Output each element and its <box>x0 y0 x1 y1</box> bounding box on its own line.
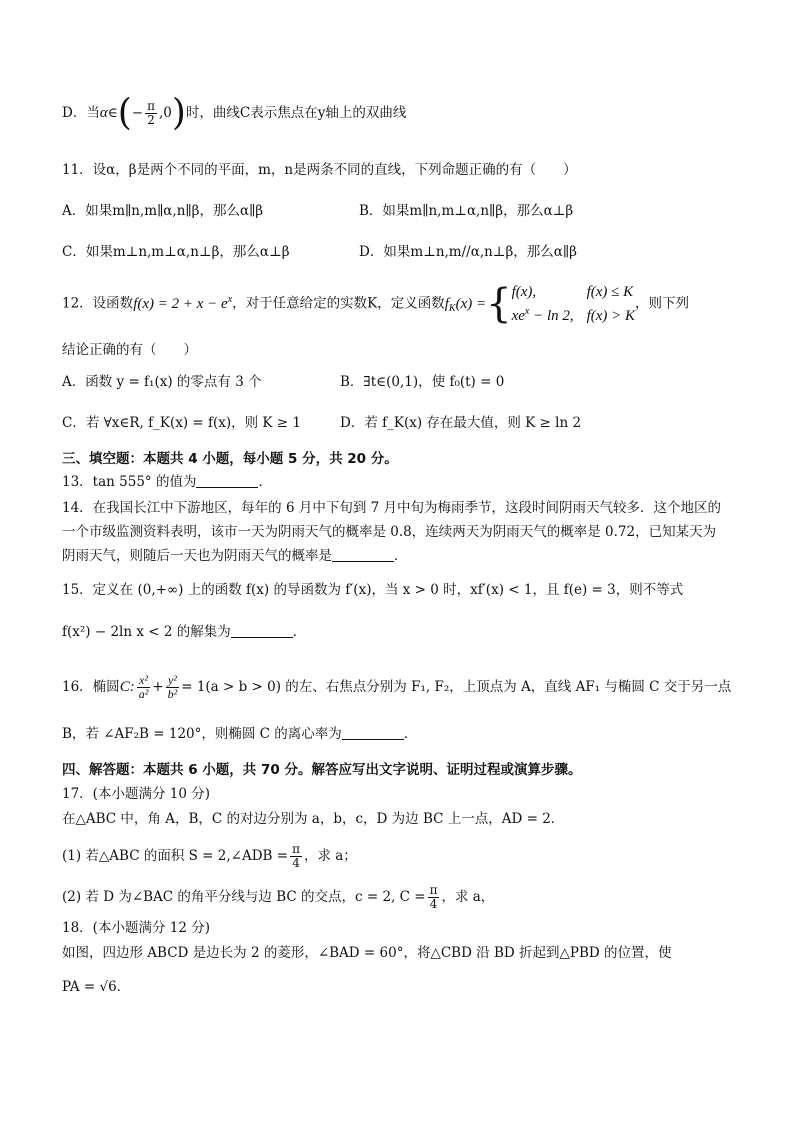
q12-stem-b: ，对于任意给定的实数K，定义函数 <box>232 295 445 312</box>
q12-stem-a: 12．设函数 <box>62 295 134 312</box>
q15-blank[interactable] <box>231 623 293 638</box>
q12-options-cd <box>62 413 581 433</box>
left-brace: { <box>486 281 512 327</box>
q11-option-a: A．如果m∥n,m∥α,n∥β，那么α∥β <box>62 203 264 219</box>
q12-option-c: C．若 ∀x∈R, f_K(x) = f(x)，则 K ≥ 1 <box>62 415 301 431</box>
q12-piecewise <box>512 282 635 326</box>
q17-part2 <box>62 884 494 911</box>
right-paren: ) <box>171 92 186 134</box>
q11-option-b: B．如果m∥n,m⊥α,n∥β，那么α⊥β <box>359 203 574 219</box>
pi-over-4-fraction-2: $\frac{\pi}{4}$ <box>429 883 438 911</box>
q18-line1: 如图，四边形 ABCD 是边长为 2 的菱形，∠BAD = 60°，将△CBD 沿 BD 折起到△PBD 的位置，使 <box>62 945 672 961</box>
left-paren: ( <box>117 92 132 134</box>
q15-end: ． <box>292 624 307 640</box>
alpha-symbol: α <box>99 105 108 121</box>
q14-end: ． <box>394 548 408 564</box>
q17-part2-end: ，求 a， <box>441 889 495 905</box>
q12-options-ab <box>62 372 504 392</box>
y2-over-b2-fraction: $\frac{\text{y²}}{\text{b²}}$ <box>167 673 178 701</box>
pi-over-4-fraction: $\frac{\pi}{4}$ <box>292 842 300 870</box>
q15-line1: 15．定义在 (0,+∞) 上的函数 f(x) 的导函数为 f′(x)，当 x > 0 时，xf′(x) < 1，且 f(e) = 3，则不等式 <box>62 582 684 598</box>
q12-f-def: $f(x) = 2 + x - e^x$ <box>133 293 233 312</box>
q16-line2-text: B，若 ∠AF₂B = 120°，则椭圆 C 的离心率为 <box>62 726 342 742</box>
q17-stem: 在△ABC 中，角 A，B，C 的对边分别为 a，b，c，D 为边 BC 上一点，AD = 2． <box>62 811 565 827</box>
q17-part2-text: (2) 若 D 为∠BAC 的角平分线与边 BC 的交点，c = 2, C = <box>62 889 426 905</box>
q17-part1-text: (1) 若△ABC 的面积 S = 2,∠ADB = <box>62 848 289 864</box>
q17-title: 17．(本小题满分 10 分) <box>62 786 210 802</box>
q18-line2: PA = √6． <box>62 979 131 995</box>
q13-text: 13．tan 555° 的值为 <box>62 474 197 490</box>
minus-sign: − <box>131 105 144 121</box>
q17-part1 <box>62 843 357 870</box>
q14-line2: 一个市级监测资料表明，该市一天为阴雨天气的概率是 0.8，连续两天为阴雨天气的概率是 0.72，已知某天为 <box>62 524 717 540</box>
q16-line1 <box>62 674 731 701</box>
q18-title: 18．(本小题满分 12 分) <box>62 920 210 936</box>
q16-line2 <box>62 724 417 744</box>
q12-option-a: A．函数 y = f₁(x) 的零点有 3 个 <box>62 374 262 390</box>
q11-options-cd <box>62 242 577 262</box>
q11-option-c: C．如果m⊥n,m⊥α,n⊥β，那么α⊥β <box>62 244 290 260</box>
q11-option-d: D．如果m⊥n,m//α,n⊥β，那么α∥β <box>359 244 577 260</box>
plus-sign: + <box>152 679 164 695</box>
q10-option-d <box>62 92 407 134</box>
q15-line2 <box>62 622 306 642</box>
q13-blank[interactable] <box>196 473 258 488</box>
q12-option-d: D．若 f_K(x) 存在最大值，则 K ≥ ln 2 <box>340 415 582 431</box>
q11-stem: 11．设α，β是两个不同的平面，m，n是两条不同的直线，下列命题正确的有（ ） <box>62 162 577 178</box>
q12-stem-c: ，则下列 <box>635 295 690 312</box>
in-symbol: ∈ <box>107 105 118 121</box>
q16-end: ． <box>403 726 418 742</box>
q16-line1-rest: = 1(a > b > 0) 的左、右焦点分别为 F₁, F₂，上顶点为 A，直线 AF₁ 与椭圆 C 交于另一点 <box>181 679 732 695</box>
section4-heading: 四、解答题：本题共 6 小题，共 70 分。解答应写出文字说明、证明过程或演算步骤。 <box>62 762 582 778</box>
q15-line2-text: f(x²) − 2ln x < 2 的解集为 <box>62 624 231 640</box>
section3-heading: 三、填空题：本题共 4 小题，每小题 5 分，共 20 分。 <box>62 451 398 467</box>
q12-option-b: B．∃t∈(0,1)，使 f₀(t) = 0 <box>340 374 505 390</box>
interval-zero: ,0 <box>158 105 172 121</box>
q12-case-2: $xe^x - \ln 2$, f(x) > K <box>511 306 636 324</box>
q14-line1: 14．在我国长江中下游地区，每年的 6 月中下旬到 7 月中旬为梅雨季节，这段时间阴雨天气较多．这个地区的 <box>62 500 722 516</box>
q16-prefix: 16．椭圆 <box>62 679 120 695</box>
q10-d-prefix: D．当 <box>62 105 100 121</box>
q11-options-ab <box>62 201 573 221</box>
q17-part1-end: ，求 a； <box>303 848 357 864</box>
q14-line3 <box>62 546 408 566</box>
q12-case-1: f(x), f(x) ≤ K <box>511 284 634 300</box>
q13 <box>62 472 272 492</box>
q16-ellipse-label: C: <box>119 679 135 695</box>
q13-end: ． <box>258 474 272 490</box>
x2-over-a2-fraction: $\frac{\text{x²}}{\text{a²}}$ <box>138 673 149 701</box>
q16-blank[interactable] <box>342 725 404 740</box>
q14-blank[interactable] <box>332 547 394 562</box>
q10-d-suffix: 时，曲线C表示焦点在y轴上的双曲线 <box>185 105 407 121</box>
q14-line3-text: 阴雨天气，则随后一天也为阴雨天气的概率是 <box>62 548 332 564</box>
q12-stem <box>62 282 689 326</box>
pi-over-2-fraction: $\frac{\pi}{2}$ <box>147 99 155 127</box>
q12-fk-label: $f_K(x)$ = <box>444 295 487 314</box>
q12-stem-line2: 结论正确的有（ ） <box>62 342 197 358</box>
